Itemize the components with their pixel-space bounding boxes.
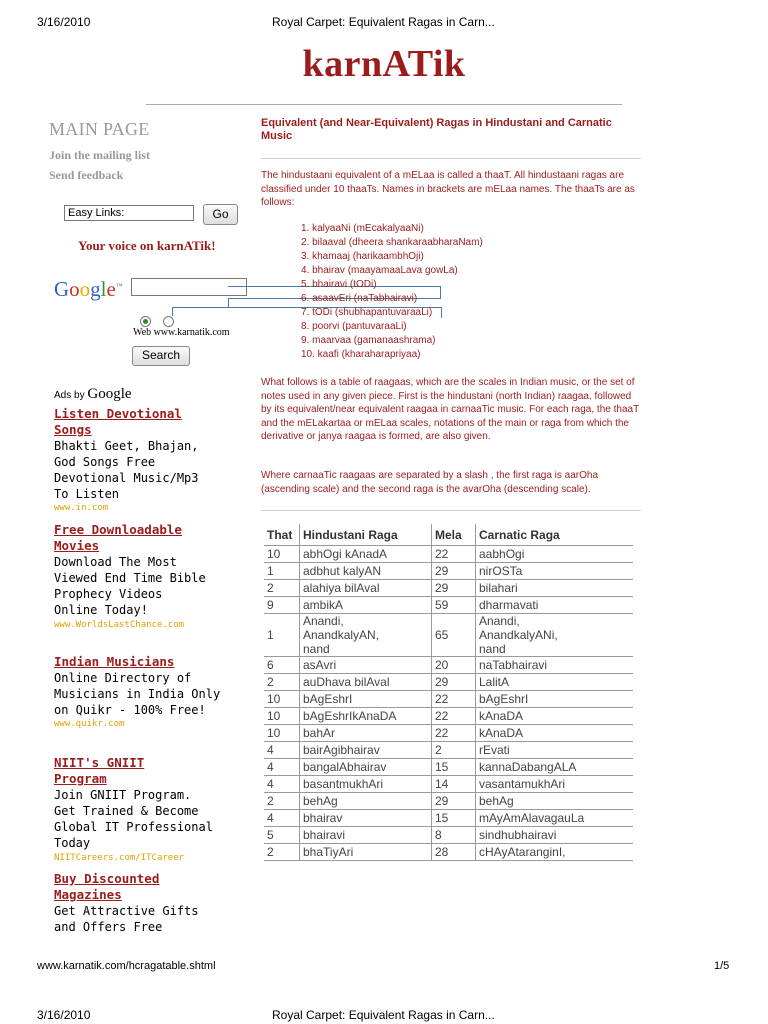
cell-that: 1 (264, 614, 299, 657)
cell-mela: 20 (431, 657, 475, 674)
cell-hindustani: adbhut kalyAN (299, 563, 431, 580)
cell-carnatic: cHAyAtaranginI, (475, 844, 633, 861)
radio-web-label: Web (133, 327, 152, 338)
cell-hindustani: asAvri (299, 657, 431, 674)
cell-that: 1 (264, 563, 299, 580)
cell-carnatic: dharmavati (475, 597, 633, 614)
cell-mela: 22 (431, 546, 475, 563)
easy-links-select[interactable]: Easy Links: (64, 205, 194, 221)
cell-carnatic: mAyAmAlavagauLa (475, 810, 633, 827)
cell-mela: 22 (431, 691, 475, 708)
ad-body: Download The Most Viewed End Time Bible Prophecy Videos Online Today! (54, 555, 206, 617)
header-divider (146, 104, 622, 105)
cell-mela: 14 (431, 776, 475, 793)
cell-mela: 2 (431, 742, 475, 759)
cell-that: 2 (264, 844, 299, 861)
table-header-row (264, 524, 633, 546)
table-row (264, 546, 633, 563)
cell-carnatic: kannaDabangALA (475, 759, 633, 776)
cell-that: 2 (264, 580, 299, 597)
cell-mela: 59 (431, 597, 475, 614)
cell-carnatic: behAg (475, 793, 633, 810)
cell-that: 5 (264, 827, 299, 844)
ads-label-brand: Google (87, 386, 132, 402)
cell-mela: 29 (431, 674, 475, 691)
divider (261, 158, 641, 159)
cell-hindustani: bAgEshrIkAnaDA (299, 708, 431, 725)
table-row (264, 759, 633, 776)
explanation-paragraph: What follows is a table of raagaas, which are the scales in Indian music, or the set of notes used in any given piece. First is the hindustani (north Indian) raagaa, followed by its equivalent/near equivalent raagaa in carnaaTic music. For each raga, the thaaT and the mELakartaa or mELaa scales, notations of the main or raga from which the derivative or janya raagaa is formed, are also given. (261, 377, 639, 442)
col-header-hindustani: Hindustani Raga (299, 524, 431, 546)
cell-mela: 29 (431, 793, 475, 810)
table-row (264, 597, 633, 614)
ads-label-prefix: Ads by (54, 390, 85, 401)
site-title[interactable]: karnATik (302, 43, 466, 85)
ad-body: Get Attractive Gifts and Offers Free (54, 904, 199, 934)
cell-hindustani: bhairav (299, 810, 431, 827)
raga-table (264, 524, 633, 861)
cell-mela: 22 (431, 708, 475, 725)
footer-page: 1/5 (714, 960, 730, 972)
thaat-item: 2. bilaaval (dheera shankaraabharaNam) (301, 237, 483, 248)
cell-hindustani: bangalAbhairav (299, 759, 431, 776)
col-header-that: That (264, 524, 299, 546)
cell-mela: 29 (431, 580, 475, 597)
cell-that: 2 (264, 793, 299, 810)
ad-body: Join GNIIT Program. Get Trained & Become Global IT Professional Today (54, 788, 213, 850)
cell-carnatic: Anandi, AnandkalyANi, nand (475, 614, 633, 657)
radio-web[interactable] (140, 316, 151, 327)
table-row (264, 742, 633, 759)
cell-hindustani: bairAgibhairav (299, 742, 431, 759)
cell-carnatic: bilahari (475, 580, 633, 597)
cell-that: 4 (264, 759, 299, 776)
search-button[interactable]: Search (132, 346, 190, 366)
cell-that: 10 (264, 691, 299, 708)
cell-hindustani: bhairavi (299, 827, 431, 844)
ad-title[interactable]: Free Downloadable Movies (54, 522, 182, 553)
cell-that: 10 (264, 546, 299, 563)
table-row (264, 691, 633, 708)
ads-by-google-label (54, 386, 132, 403)
thaat-list (301, 222, 483, 362)
table-row (264, 776, 633, 793)
mailing-list-link[interactable]: Join the mailing list (49, 148, 151, 162)
cell-that: 6 (264, 657, 299, 674)
google-logo (54, 277, 123, 302)
table-row (264, 725, 633, 742)
cell-hindustani: alahiya bilAval (299, 580, 431, 597)
thaat-item: 10. kaafi (kharaharapriyaa) (301, 349, 421, 360)
ad-title[interactable]: Listen Devotional Songs (54, 406, 182, 437)
table-viewport (264, 524, 644, 951)
raga-table-body (264, 546, 633, 861)
cell-hindustani: Anandi, AnandkalyAN, nand (299, 614, 431, 657)
cell-hindustani: auDhava bilAval (299, 674, 431, 691)
cell-carnatic: kAnaDA (475, 725, 633, 742)
ad-body: Bhakti Geet, Bhajan, God Songs Free Devotional Music/Mp3 To Listen (54, 439, 199, 501)
table-row (264, 563, 633, 580)
cell-carnatic: aabhOgi (475, 546, 633, 563)
table-row (264, 810, 633, 827)
thaat-item: 5. bhairavi (tODi) (301, 279, 377, 290)
cell-carnatic: rEvati (475, 742, 633, 759)
feedback-link[interactable]: Send feedback (49, 168, 124, 182)
cell-that: 2 (264, 674, 299, 691)
radio-site-label: www.karnatik.com (153, 327, 230, 338)
ad-title[interactable]: Buy Discounted Magazines (54, 871, 160, 902)
cell-mela: 22 (431, 725, 475, 742)
table-row (264, 657, 633, 674)
google-logo-g1: G (54, 277, 70, 301)
print-title: Royal Carpet: Equivalent Ragas in Carn... (272, 15, 495, 29)
ad-title[interactable]: Indian Musicians (54, 654, 175, 669)
cell-that: 4 (264, 742, 299, 759)
print-date-bottom: 3/16/2010 (37, 1008, 91, 1022)
intro-paragraph: The hindustaani equivalent of a mELaa is called a thaaT. All hindustaani ragas are classified under 10 thaaTs. Names in brackets are mELaa names. The thaaTs are as follows: (261, 170, 635, 208)
cell-hindustani: bahAr (299, 725, 431, 742)
article-title: Equivalent (and Near-Equivalent) Ragas in Hindustani and Carnatic Music (261, 117, 612, 142)
thaat-item: 1. kalyaaNi (mEcakalyaaNi) (301, 223, 424, 234)
cell-carnatic: naTabhairavi (475, 657, 633, 674)
ad-url[interactable]: www.in.com (54, 503, 109, 513)
ad-body: Online Directory of Musicians in India Only on Quikr - 100% Free! (54, 671, 221, 717)
cell-mela: 15 (431, 759, 475, 776)
google-logo-l: l (100, 277, 107, 301)
cell-mela: 8 (431, 827, 475, 844)
thaat-item: 4. bhairav (maayamaaLava gowLa) (301, 265, 458, 276)
print-title-bottom: Royal Carpet: Equivalent Ragas in Carn... (272, 1008, 495, 1022)
google-logo-o2: o (79, 277, 91, 301)
cell-carnatic: sindhubhairavi (475, 827, 633, 844)
google-logo-tm: ™ (115, 282, 123, 290)
cell-carnatic: vasantamukhAri (475, 776, 633, 793)
table-row (264, 614, 633, 657)
cell-that: 10 (264, 708, 299, 725)
google-search-input[interactable] (131, 278, 247, 296)
cell-carnatic: bAgEshrI (475, 691, 633, 708)
voice-link[interactable]: Your voice on karnATik! (78, 238, 216, 253)
cell-hindustani: basantmukhAri (299, 776, 431, 793)
cell-that: 9 (264, 597, 299, 614)
table-row (264, 580, 633, 597)
col-header-carnatic: Carnatic Raga (475, 524, 633, 546)
table-row (264, 844, 633, 861)
google-logo-e: e (106, 277, 116, 301)
cell-hindustani: bAgEshrI (299, 691, 431, 708)
cell-hindustani: abhOgi kAnadA (299, 546, 431, 563)
google-logo-o1: o (69, 277, 80, 301)
ad-url[interactable]: www.quikr.com (54, 719, 125, 729)
cell-that: 4 (264, 776, 299, 793)
print-date: 3/16/2010 (37, 15, 91, 29)
cell-mela: 65 (431, 614, 475, 657)
footer-url: www.karnatik.com/hcragatable.shtml (37, 960, 216, 972)
cell-mela: 29 (431, 563, 475, 580)
ad-title[interactable]: NIIT's GNIIT Program (54, 755, 145, 786)
go-button[interactable]: Go (203, 204, 238, 225)
radio-site[interactable] (163, 316, 174, 327)
cell-mela: 15 (431, 810, 475, 827)
cell-hindustani: ambikA (299, 597, 431, 614)
cell-carnatic: nirOSTa (475, 563, 633, 580)
thaat-item: 9. maarvaa (gamanaashrama) (301, 335, 436, 346)
table-row (264, 793, 633, 810)
table-row (264, 827, 633, 844)
connector-line (172, 307, 173, 316)
col-header-mela: Mela (431, 524, 475, 546)
google-logo-g2: g (90, 277, 101, 301)
ad-url[interactable]: NIITCareers.com/ITCareer (54, 853, 185, 863)
cell-carnatic: kAnaDA (475, 708, 633, 725)
slash-note-paragraph: Where carnaaTic raagaas are separated by a slash , the first raga is aarOha (ascending scale) and the second raga is the avarOha (descending scale). (261, 470, 599, 495)
table-row (264, 708, 633, 725)
thaat-item: 6. asaavEri (naTabhairavi) (301, 293, 418, 304)
cell-mela: 28 (431, 844, 475, 861)
thaat-item: 8. poorvi (pantuvaraaLi) (301, 321, 407, 332)
main-page-link[interactable]: MAIN PAGE (49, 119, 150, 139)
radio-labels (133, 327, 230, 338)
cell-that: 4 (264, 810, 299, 827)
thaat-item: 3. khamaaj (harikaambhOji) (301, 251, 424, 262)
divider (261, 510, 641, 511)
table-row (264, 674, 633, 691)
cell-carnatic: LalitA (475, 674, 633, 691)
thaat-item: 7. tODi (shubhapantuvaraaLi) (301, 307, 433, 318)
ad-url[interactable]: www.WorldsLastChance.com (54, 620, 185, 630)
cell-that: 10 (264, 725, 299, 742)
cell-hindustani: behAg (299, 793, 431, 810)
cell-hindustani: bhaTiyAri (299, 844, 431, 861)
